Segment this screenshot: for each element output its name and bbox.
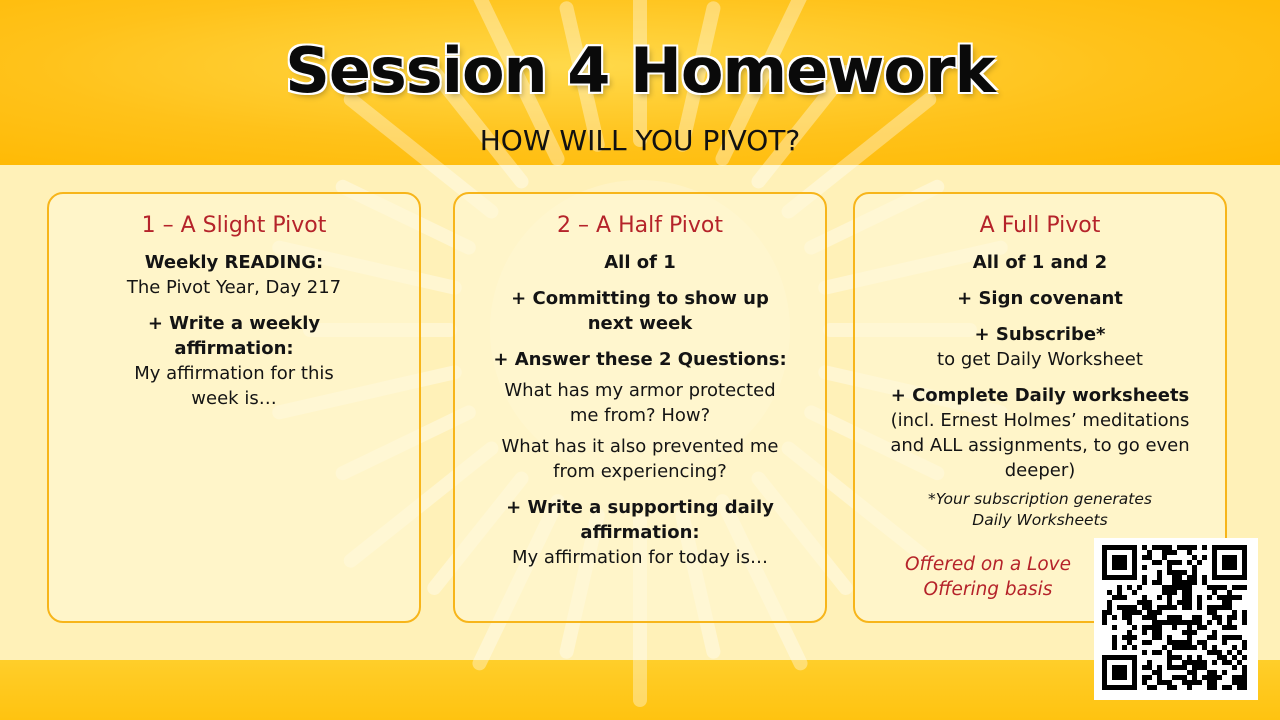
offer-line: Offered on a Love: [904, 554, 1071, 575]
card-line: to get Daily Worksheet: [937, 349, 1143, 370]
card-line: + Committing to show up: [511, 288, 769, 309]
card-line: affirmation:: [174, 338, 294, 359]
slide-title: Session 4 Homework: [285, 34, 995, 107]
qr-code-graphic: [1094, 538, 1258, 700]
card-line: + Sign covenant: [957, 288, 1123, 309]
card-line: week is…: [191, 388, 277, 409]
card-line: from experiencing?: [553, 461, 727, 482]
card-line: me from? How?: [569, 405, 711, 426]
card-footnote: *Your subscription generates: [928, 490, 1152, 508]
card-line: All of 1 and 2: [972, 252, 1108, 273]
card-line: next week: [587, 313, 693, 334]
card-line: My affirmation for this: [134, 363, 334, 384]
card-line: deeper): [1004, 460, 1076, 481]
offer-line: Offering basis: [923, 579, 1053, 600]
card-line: affirmation:: [580, 522, 700, 543]
card-footnote: Daily Worksheets: [972, 511, 1108, 529]
card-line: The Pivot Year, Day 217: [126, 277, 342, 298]
card-slight-pivot: [47, 192, 421, 623]
card-line: + Answer these 2 Questions:: [493, 349, 787, 370]
card-heading: 2 – A Half Pivot: [557, 213, 723, 238]
card-line: My affirmation for today is…: [512, 547, 768, 568]
love-offering-note: [873, 552, 1103, 602]
card-line: + Complete Daily worksheets: [890, 385, 1190, 406]
card-line: (incl. Ernest Holmes’ meditations: [890, 410, 1190, 431]
card-line: + Subscribe*: [974, 324, 1106, 345]
slide-subtitle: HOW WILL YOU PIVOT?: [479, 124, 801, 157]
card-line: and ALL assignments, to go even: [890, 435, 1190, 456]
card-line: What has it also prevented me: [501, 436, 779, 457]
qr-code-icon[interactable]: [1094, 538, 1258, 700]
card-half-pivot: [453, 192, 827, 623]
card-line: + Write a weekly: [147, 313, 321, 334]
card-heading: A Full Pivot: [979, 213, 1101, 238]
card-line: + Write a supporting daily: [506, 497, 774, 518]
card-line: Weekly READING:: [144, 252, 324, 273]
card-line: All of 1: [604, 252, 676, 273]
card-heading: 1 – A Slight Pivot: [141, 213, 327, 238]
card-line: What has my armor protected: [504, 380, 776, 401]
